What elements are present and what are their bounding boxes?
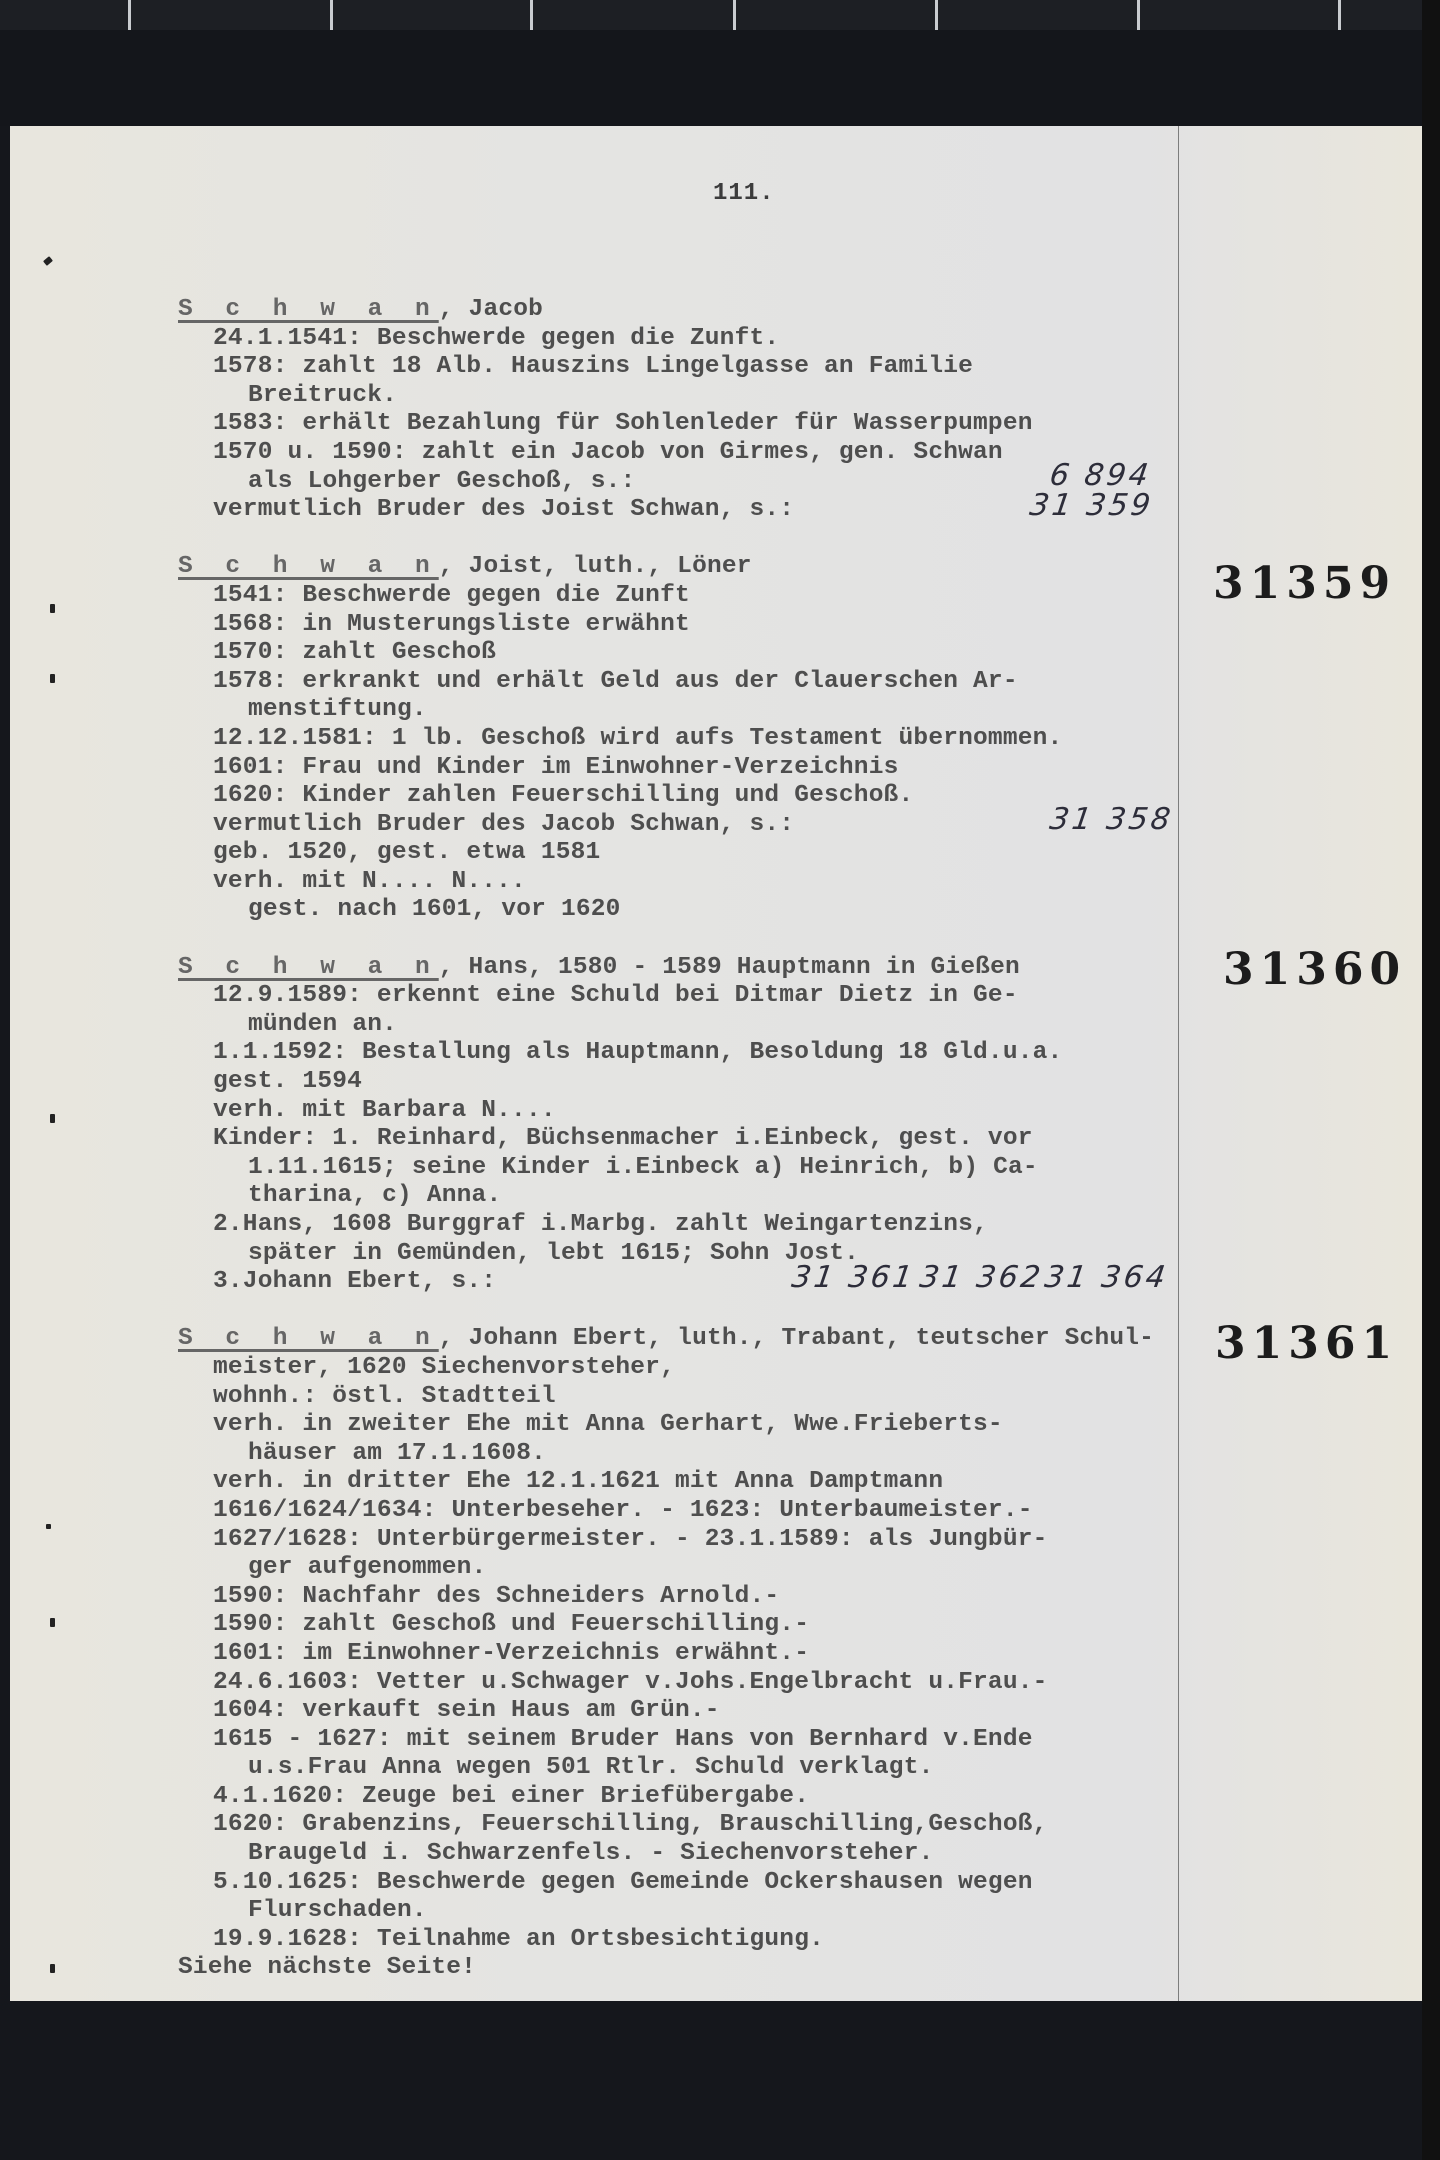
surname: S c h w a n [178, 1325, 439, 1353]
entry-line: Flurschaden. [248, 1897, 427, 1925]
entry-line: geb. 1520, gest. etwa 1581 [213, 839, 601, 867]
entry-line: 3.Johann Ebert, s.: [213, 1268, 497, 1296]
entry-header-rest: , Johann Ebert, luth., Trabant, teutscher Schul- [438, 1325, 1155, 1353]
handwritten-reference: 31 364 [1042, 1260, 1171, 1295]
entry-line: verh. mit Barbara N.... [213, 1096, 556, 1124]
entry-line: u.s.Frau Anna wegen 501 Rtlr. Schuld verklagt. [248, 1754, 934, 1782]
entry-line: 1570: zahlt Geschoß [213, 639, 497, 667]
entry-header-rest: , Hans, 1580 - 1589 Hauptmann in Gießen [438, 953, 1020, 981]
entry-line: gest. nach 1601, vor 1620 [248, 896, 621, 924]
edge-mark [50, 1618, 55, 1627]
page-number: 111. [713, 180, 775, 207]
edge-mark [46, 1524, 51, 1529]
entry-line: 1604: verkauft sein Haus am Grün.- [213, 1697, 720, 1725]
entry-header-rest: , Jacob [438, 296, 544, 323]
entry-line: meister, 1620 Siechenvorsteher, [213, 1353, 675, 1381]
entry-line: 12.12.1581: 1 lb. Geschoß wird aufs Testament übernommen. [213, 724, 1063, 752]
edge-mark [50, 674, 55, 683]
entry-line: 1616/1624/1634: Unterbeseher. - 1623: Unterbaumeister.- [213, 1496, 1033, 1524]
reference-number-stamp: 31360 [1223, 944, 1407, 995]
entry-line: 1.1.1592: Bestallung als Hauptmann, Besoldung 18 Gld.u.a. [213, 1039, 1063, 1067]
entry-line: ger aufgenommen. [248, 1554, 487, 1582]
entry-line: häuser am 17.1.1608. [248, 1439, 547, 1467]
entry-line: 1583: erhält Bezahlung für Sohlenleder für Wasserpumpen [213, 410, 1033, 438]
edge-mark [50, 604, 55, 613]
entry-line: 1568: in Musterungsliste erwähnt [213, 610, 690, 638]
scanner-right-border [1422, 0, 1440, 2160]
edge-mark [50, 1114, 55, 1123]
entry-line: Breitruck. [248, 381, 398, 409]
film-tick-mark [733, 0, 736, 30]
entry-line: Braugeld i. Schwarzenfels. - Siechenvorsteher. [248, 1840, 934, 1868]
edge-mark [50, 1964, 55, 1973]
handwritten-reference: 6 894 [1047, 458, 1154, 493]
entry-line: als Lohgerber Geschoß, s.: [248, 467, 636, 495]
entry-line: verh. mit N.... N.... [213, 867, 526, 895]
entry-line: gest. 1594 [213, 1068, 363, 1096]
entry-line: 1541: Beschwerde gegen die Zunft [213, 581, 690, 609]
entry-line: 24.1.1541: Beschwerde gegen die Zunft. [213, 324, 780, 352]
handwritten-reference: 31 361 [789, 1260, 918, 1295]
entry-line: 1601: im Einwohner-Verzeichnis erwähnt.- [213, 1639, 810, 1667]
surname: S c h w a n [178, 953, 439, 981]
reference-number-stamp: 31359 [1213, 558, 1397, 609]
entry-line: 2.Hans, 1608 Burggraf i.Marbg. zahlt Weingartenzins, [213, 1211, 988, 1238]
entry-header-rest: , Joist, luth., Löner [438, 553, 752, 581]
entry-header [178, 553, 1238, 582]
entry-line: Kinder: 1. Reinhard, Büchsenmacher i.Einbeck, gest. vor [213, 1125, 1033, 1153]
entry-line: 1601: Frau und Kinder im Einwohner-Verzeichnis [213, 753, 899, 781]
handwritten-reference: 31 362 [917, 1260, 1046, 1295]
edge-mark [43, 256, 53, 266]
entry-line: vermutlich Bruder des Joist Schwan, s.: [213, 496, 795, 524]
scanner-bottom-border [0, 2001, 1440, 2160]
entry-line: 4.1.1620: Zeuge bei einer Briefübergabe. [213, 1782, 810, 1810]
scanner-top-border [0, 0, 1440, 126]
handwritten-reference: 31 358 [1047, 802, 1176, 837]
handwritten-reference: 31 359 [1027, 488, 1156, 523]
entry-line: münden an. [248, 1010, 398, 1038]
entry-line: menstiftung. [248, 696, 427, 724]
film-tick-mark [935, 0, 938, 30]
entry-line: tharina, c) Anna. [248, 1182, 502, 1210]
surname: S c h w a n [178, 296, 439, 323]
entry-line: verh. in zweiter Ehe mit Anna Gerhart, Wwe.Frieberts- [213, 1411, 1003, 1439]
film-tick-mark [330, 0, 333, 30]
entry-line: 1620: Grabenzins, Feuerschilling, Brauschilling,Geschoß, [213, 1811, 1048, 1839]
entry-header [178, 296, 1238, 325]
entry-line: 1615 - 1627: mit seinem Bruder Hans von Bernhard v.Ende [213, 1725, 1033, 1753]
entry-line: 1570 u. 1590: zahlt ein Jacob von Girmes, gen. Schwan [213, 438, 1003, 466]
entry-line: 19.9.1628: Teilnahme an Ortsbesichtigung. [213, 1925, 824, 1953]
entry-line: 1620: Kinder zahlen Feuerschilling und Geschoß. [213, 782, 914, 810]
film-tick-strip [0, 0, 1440, 30]
film-tick-mark [1137, 0, 1140, 30]
entry-line: später in Gemünden, lebt 1615; Sohn Jost. [248, 1239, 859, 1267]
entry-line: 1590: Nachfahr des Schneiders Arnold.- [213, 1582, 780, 1610]
entry-line: 1627/1628: Unterbürgermeister. - 23.1.1589: als Jungbür- [213, 1525, 1048, 1553]
film-tick-mark [128, 0, 131, 30]
continuation-note: Siehe nächste Seite! [178, 1954, 477, 1982]
entry-line: wohnh.: östl. Stadtteil [213, 1382, 556, 1410]
entry-line: 5.10.1625: Beschwerde gegen Gemeinde Ockershausen wegen [213, 1868, 1033, 1896]
entry-line: 1590: zahlt Geschoß und Feuerschilling.- [213, 1611, 810, 1639]
entry-line: 1.11.1615; seine Kinder i.Einbeck a) Heinrich, b) Ca- [248, 1153, 1038, 1181]
entry-line: 24.6.1603: Vetter u.Schwager v.Johs.Engelbracht u.Frau.- [213, 1668, 1048, 1696]
document-page [10, 126, 1422, 2001]
entry-header [178, 954, 1238, 983]
entry-line: 1578: erkrankt und erhält Geld aus der Clauerschen Ar- [213, 667, 1018, 695]
film-tick-mark [1338, 0, 1341, 30]
reference-number-stamp: 31361 [1215, 1318, 1399, 1369]
entry-line: 12.9.1589: erkennt eine Schuld bei Ditmar Dietz in Ge- [213, 982, 1018, 1010]
entry-line: vermutlich Bruder des Jacob Schwan, s.: [213, 810, 795, 838]
entry-line: verh. in dritter Ehe 12.1.1621 mit Anna Damptmann [213, 1468, 944, 1496]
entry-line: 1578: zahlt 18 Alb. Hauszins Lingelgasse an Familie [213, 353, 974, 381]
film-tick-mark [530, 0, 533, 30]
surname: S c h w a n [178, 553, 439, 581]
typed-entries [178, 296, 1238, 1983]
entry-header [178, 1325, 1238, 1354]
